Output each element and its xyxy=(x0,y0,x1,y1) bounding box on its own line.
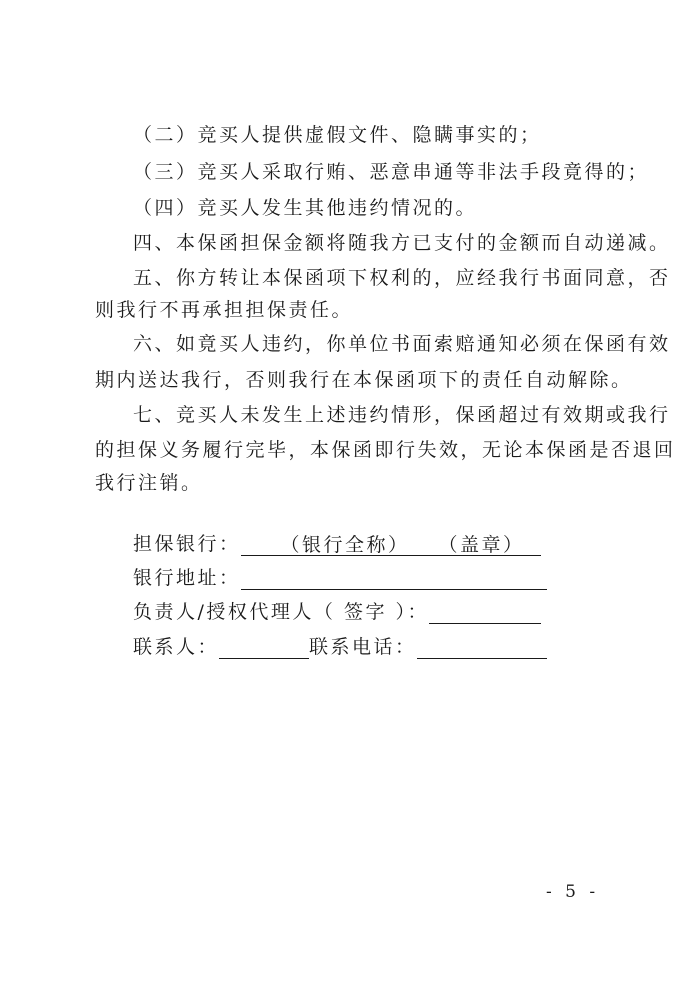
clause-5-line-1: 五、你方转让本保函项下权利的，应经我行书面同意，否 xyxy=(133,267,671,289)
clause-7-line-2: 的担保义务履行完毕，本保函即行失效，无论本保函是否退回 xyxy=(95,439,676,461)
seal-hint: （盖章） xyxy=(438,534,525,556)
clause-6-line-2: 期内送达我行，否则我行在本保函项下的责任自动解除。 xyxy=(95,369,633,391)
clause-2-item-2: （二）竞买人提供虚假文件、隐瞒事实的； xyxy=(133,124,542,146)
bank-name-hint: （银行全称） xyxy=(280,534,410,556)
phone-label: 联系电话： xyxy=(309,636,417,658)
phone-field[interactable] xyxy=(417,636,547,659)
clause-5-line-2: 则我行不再承担担保责任。 xyxy=(95,299,354,321)
contact-row xyxy=(133,635,547,659)
contact-field[interactable] xyxy=(219,636,309,659)
contact-label: 联系人： xyxy=(133,636,220,658)
responsible-row xyxy=(133,600,541,624)
bank-address-field[interactable] xyxy=(241,567,547,590)
page-number: - 5 - xyxy=(546,882,600,902)
responsible-label: 负责人/授权代理人（ 签字 ）： xyxy=(133,601,429,623)
clause-2-item-3: （三）竞买人采取行贿、恶意串通等非法手段竟得的； xyxy=(133,161,650,183)
bank-label: 担保银行： xyxy=(133,533,241,555)
clause-2-item-4: （四）竞买人发生其他违约情况的。 xyxy=(133,197,478,219)
address-row xyxy=(133,566,547,590)
bank-name-field[interactable] xyxy=(241,533,541,556)
responsible-signature-field[interactable] xyxy=(429,601,541,624)
bank-row xyxy=(133,532,541,556)
clause-6-line-1: 六、如竟买人违约，你单位书面索赔通知必须在保函有效 xyxy=(133,333,671,355)
clause-7-line-1: 七、竞买人未发生上述违约情形，保函超过有效期或我行 xyxy=(133,404,671,426)
clause-7-line-3: 我行注销。 xyxy=(95,472,203,494)
clause-4: 四、本保函担保金额将随我方已支付的金额而自动递减。 xyxy=(133,232,671,254)
address-label: 银行地址： xyxy=(133,567,241,589)
